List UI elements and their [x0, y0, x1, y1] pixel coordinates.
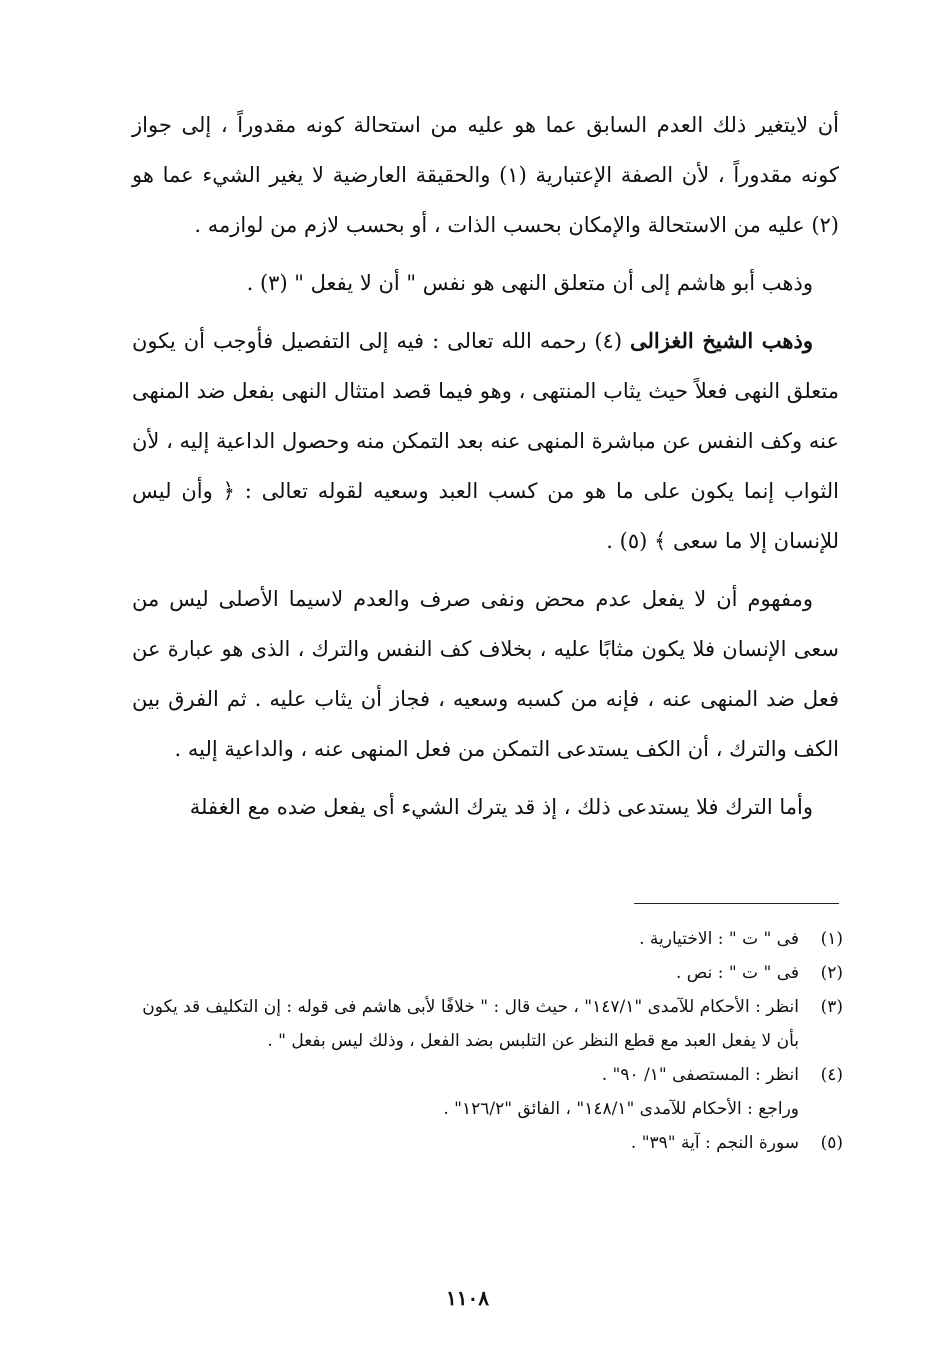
paragraph-3-text: (٤) رحمه الله تعالى : فيه إلى التفصيل فأوجب أن يكون متعلق النهى فعلاً حيث يثاب المنتهى ، وهو فيما قصد امتثال النهى بفعل ضد المنهى عنه وكف النفس عن مباشرة المنهى عنه بعد التمكن منه وحصول الداعية إليه ، لأن الثواب إنما يكون على ما هو من كسب العبد وسعيه لقوله تعالى : ﴿ وأن ليس للإنسان إلا ما سعى ﴾ (٥) .	[132, 329, 839, 553]
footnote-text: انظر : الأحكام للآمدى "١٤٧/١" ، حيث قال : " خلافًا لأبى هاشم فى قوله : إن التكليف قد يكون بأن لا يفعل العبد مع قطع النظر عن التلبس بضد الفعل ، وذلك ليس بفعل " .	[142, 997, 799, 1051]
bold-phrase-ghazali: وذهب الشيخ الغزالى	[630, 328, 813, 353]
footnotes	[132, 922, 843, 1160]
footnote-number: (٣)	[820, 997, 843, 1017]
footnote-text: وراجع : الأحكام للآمدى "١٤٨/١" ، الفائق "١٢٦/٢" .	[443, 1099, 799, 1119]
footnote-number: (٤)	[820, 1065, 843, 1085]
footnote-2	[132, 956, 843, 990]
footnote-1	[132, 922, 843, 956]
paragraph-5: وأما الترك فلا يستدعى ذلك ، إذ قد يترك الشيء أى يفعل ضده مع الغفلة	[189, 795, 813, 819]
footnote-number: (٢)	[820, 963, 843, 983]
main-text	[132, 100, 839, 840]
footnote-separator	[634, 903, 839, 904]
footnote-text: سورة النجم : آية "٣٩" .	[630, 1133, 799, 1153]
footnote-text: فى " ت " : نص .	[675, 963, 799, 983]
paragraph-4: ومفهوم أن لا يفعل عدم محض ونفى صرف والعدم لاسيما الأصلى ليس من سعى الإنسان فلا يكون مثابًا عليه ، بخلاف كف النفس والترك ، الذى هو عبارة عن فعل ضد المنهى عنه ، فإنه من كسبه وسعيه ، فجاز أن يثاب عليه . ثم الفرق بين الكف والترك ، أن الكف يستدعى التمكن من فعل المنهى عنه ، والداعية إليه .	[132, 587, 839, 761]
footnote-text: فى " ت " : الاختيارية .	[639, 929, 799, 949]
footnote-5	[132, 1126, 843, 1160]
paragraph-3	[132, 316, 839, 566]
footnote-number: (٥)	[820, 1133, 843, 1153]
paragraph-1: أن لايتغير ذلك العدم السابق عما هو عليه من استحالة كونه مقدوراً ، إلى جواز كونه مقدوراً ، لأن الصفة الإعتبارية (١) والحقيقة العارضية لا يغير الشيء عما هو (٢) عليه من الاستحالة والإمكان بحسب الذات ، أو بحسب لازم من لوازمه .	[132, 113, 839, 237]
footnote-4	[132, 1058, 843, 1092]
footnote-text: انظر : المستصفى "١/ ٩٠" .	[601, 1065, 799, 1085]
footnote-3	[132, 990, 843, 1058]
footnote-4-continuation	[132, 1092, 843, 1126]
page-number: ١١٠٨	[446, 1286, 489, 1310]
footnote-number: (١)	[820, 929, 843, 949]
paragraph-2: وذهب أبو هاشم إلى أن متعلق النهى هو نفس " أن لا يفعل " (٣) .	[246, 271, 813, 295]
